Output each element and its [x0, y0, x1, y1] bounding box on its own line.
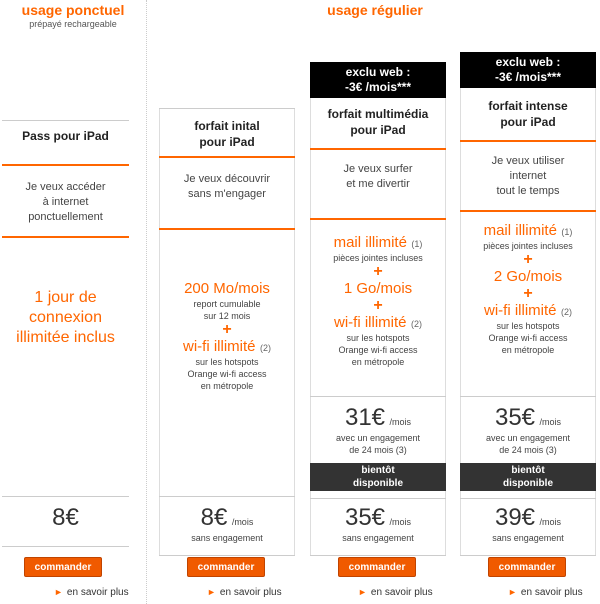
feature-data: 200 Mo/mois report cumulable sur 12 mois + wi-fi illimité (2) sur les hotspots Orange wi-fi access en métropole: [159, 280, 295, 392]
engaged-price: 35€ /mois avec un engagement de 24 mois (3): [485, 404, 571, 455]
offer-price: 8€ /mois sans engagement: [191, 504, 263, 543]
chevron-right-icon: ►: [207, 587, 216, 597]
offer-title: forfait multimédia pour iPad: [327, 107, 429, 137]
offer-description: Je veux surfer et me divertir: [343, 163, 413, 190]
bientot-disponible-badge: bientôt disponible: [460, 463, 596, 491]
exclu-web-badge: exclu web : -3€ /mois***: [460, 52, 596, 88]
top-rule: [159, 108, 295, 109]
offer-forfait-multimedia: [310, 62, 446, 604]
offer-price: 39€ /mois sans engagement: [492, 504, 564, 543]
en-savoir-plus-link[interactable]: ► en savoir plus: [508, 587, 583, 598]
commander-button[interactable]: commander: [187, 557, 265, 577]
engaged-price: 31€ /mois avec un engagement de 24 mois (3): [335, 404, 421, 455]
plus-sign: +: [523, 251, 533, 268]
plus-sign: +: [373, 263, 383, 280]
feature-list: mail illimité (1) pièces jointes incluses + 2 Go/mois + wi-fi illimité (2) sur les hotspots Orange wi-fi access en métropole: [460, 222, 596, 356]
commander-button[interactable]: commander: [488, 557, 566, 577]
usage-ponctuel-title: usage ponctuel: [21, 2, 125, 18]
orange-separator: [159, 156, 295, 158]
bottom-rule: [310, 555, 446, 556]
feature-connexion: 1 jour de connexion illimitée inclus: [16, 289, 115, 346]
plus-sign: +: [373, 297, 383, 314]
orange-separator: [2, 236, 129, 238]
price-rule: [310, 498, 446, 499]
en-savoir-plus-link[interactable]: ► en savoir plus: [358, 587, 433, 598]
top-rule: [2, 120, 129, 121]
exclu-web-badge: exclu web : -3€ /mois***: [310, 62, 446, 98]
offer-price: 35€ /mois sans engagement: [342, 504, 414, 543]
bientot-disponible-badge: bientôt disponible: [310, 463, 446, 491]
en-savoir-plus-link[interactable]: ► en savoir plus: [207, 587, 282, 598]
orange-separator: [310, 148, 446, 150]
bottom-rule: [2, 546, 129, 547]
orange-separator: [460, 210, 596, 212]
orange-separator: [159, 228, 295, 230]
feature-list: mail illimité (1) pièces jointes incluses + 1 Go/mois + wi-fi illimité (2) sur les hotspots Orange wi-fi access en métropole: [310, 234, 446, 368]
offer-forfait-intense: [460, 52, 596, 604]
bottom-rule: [460, 555, 596, 556]
offer-forfait-initial: [159, 108, 295, 604]
price-rule: [2, 496, 129, 497]
chevron-right-icon: ►: [54, 587, 63, 597]
usage-regulier-title: usage régulier: [327, 2, 423, 18]
en-savoir-plus-link[interactable]: ► en savoir plus: [54, 587, 129, 598]
engaged-rule: [310, 396, 446, 397]
price-rule: [460, 498, 596, 499]
plus-sign: +: [222, 321, 232, 338]
offer-title: forfait intense pour iPad: [488, 99, 568, 129]
offer-title: Pass pour iPad: [22, 129, 109, 143]
offer-price: 8€: [52, 504, 79, 531]
engaged-rule: [460, 396, 596, 397]
section-divider: [146, 0, 147, 604]
commander-button[interactable]: commander: [338, 557, 416, 577]
chevron-right-icon: ►: [358, 587, 367, 597]
offer-title: forfait inital pour iPad: [194, 119, 260, 149]
orange-separator: [460, 140, 596, 142]
plus-sign: +: [523, 285, 533, 302]
header-usage-ponctuel: [0, 2, 146, 30]
offer-description: Je veux accéder à internet ponctuellement: [25, 181, 106, 223]
header-usage-regulier: [300, 2, 450, 18]
orange-separator: [310, 218, 446, 220]
bottom-rule: [159, 555, 295, 556]
usage-ponctuel-subtitle: prépayé rechargeable: [29, 19, 117, 29]
offer-description: Je veux découvrir sans m'engager: [183, 173, 271, 200]
price-rule: [159, 496, 295, 497]
offer-pass-ipad: [2, 120, 129, 604]
orange-separator: [2, 164, 129, 166]
commander-button[interactable]: commander: [24, 557, 102, 577]
chevron-right-icon: ►: [508, 587, 517, 597]
offer-description: Je veux utiliser internet tout le temps: [491, 155, 565, 197]
